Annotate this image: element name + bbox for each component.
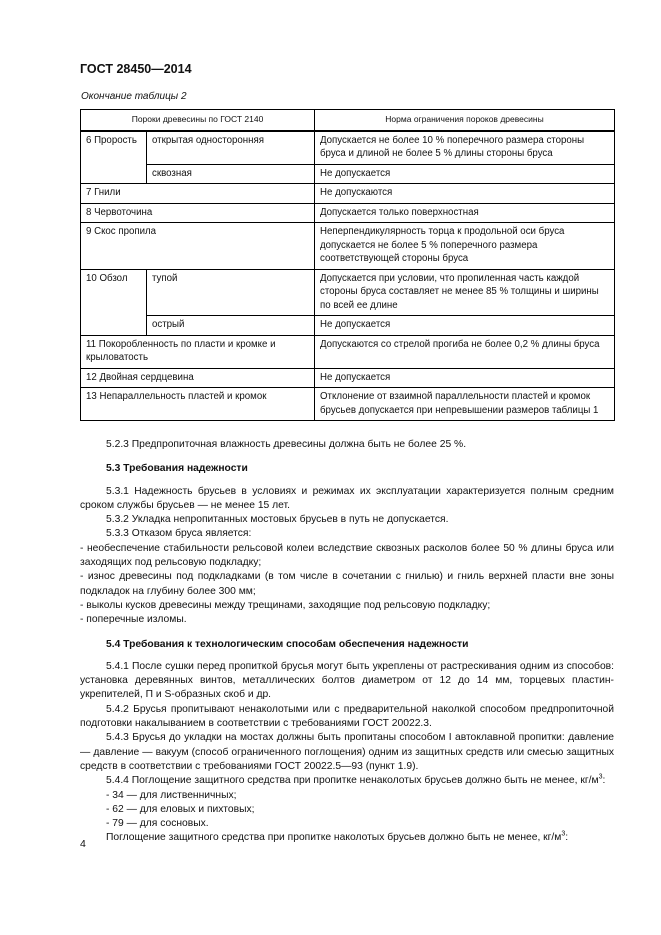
norm-cell: Не допускается <box>315 164 615 184</box>
list-item: - износ древесины под подкладками (в том числе в сочетании с гнилью) и гниль верхней пласти вне зоны подкладок на глубину более 300 мм; <box>80 571 614 597</box>
table-header-norm: Норма ограничения пороков древесины <box>315 110 615 131</box>
list-item: - 62 — для еловых и пихтовых; <box>106 803 255 815</box>
defect-cell: 8 Червоточина <box>81 203 315 223</box>
clause-5-4-2: 5.4.2 Брусья пропитывают ненаколотыми или с предварительной наколкой способом предпропиточной подготовки накалыванием в соответствии с требованиями ГОСТ 20022.3. <box>80 703 614 730</box>
table-row <box>81 316 615 336</box>
table-row <box>81 388 615 421</box>
defect-cell: 7 Гнили <box>81 184 315 204</box>
clause-5-2-3: 5.2.3 Предпропиточная влажность древесины должна быть не более 25 %. <box>106 439 467 450</box>
defect-cell: 12 Двойная сердцевина <box>81 368 315 388</box>
defects-table <box>80 109 615 421</box>
list-item: - поперечные изломы. <box>80 614 187 626</box>
list-item: - 34 — для лиственничных; <box>106 789 237 801</box>
clause-5-3-2: 5.3.2 Укладка непропитанных мостовых брусьев в путь не допускается. <box>106 514 449 526</box>
defect-cell: 9 Скос пропила <box>81 223 315 270</box>
defect-cell: 13 Непараллельность пластей и кромок <box>81 388 315 421</box>
table-row <box>81 131 615 165</box>
norm-cell: Неперпендикулярность торца к продольной оси бруса допускается не более 5 % поперечного размера соответствующей стороны бруса <box>315 223 615 270</box>
defect-cell: 6 Прорость <box>81 131 147 184</box>
list-item: - выколы кусков древесины между трещинами, заходящие под рельсовую подкладку; <box>80 599 491 611</box>
page-number: 4 <box>80 838 86 850</box>
table-header-defects: Пороки древесины по ГОСТ 2140 <box>81 110 315 131</box>
table-row <box>81 184 615 204</box>
clause-5-4-1: 5.4.1 После сушки перед пропиткой брусья могут быть укреплены от растрескивания одним из способов: установка деревянных винтов, металлических болтов диаметром от 12 до 14 мм, торцевых пластин-укрепителей, П и S-образных скоб и др. <box>80 660 614 701</box>
list-item: - необеспечение стабильности рельсовой колеи вследствие сквозных расколов более 50 % длины бруса или заходящих под рельсовую подкладку; <box>80 542 614 569</box>
clause-5-3-1: 5.3.1 Надежность брусьев в условиях и режимах их эксплуатации характеризуется полным средним сроком службы брусьев — не менее 15 лет. <box>80 485 614 511</box>
defect-cell: 10 Обзол <box>81 269 147 335</box>
table-row <box>81 335 615 368</box>
clause-5-3-3: 5.3.3 Отказом бруса является: <box>106 528 252 540</box>
clause-5-4-4 <box>80 774 614 788</box>
table-row <box>81 269 615 316</box>
colon: : <box>565 832 569 844</box>
superscript-3: 3 <box>598 773 603 781</box>
defect-subtype-cell: острый <box>147 316 315 336</box>
norm-cell: Отклонение от взаимной параллельности пластей и кромок брусьев допускается при непревышении размеров таблицы 1 <box>315 388 615 421</box>
clause-5-4-3: 5.4.3 Брусья до укладки на мостах должны быть пропитаны способом I автоклавной пропитки: давление — давление — вакуум (способ ограниченного поглощения) одним из защитных средств или смесью защитных средств в соответствии с требованиями ГОСТ 20022.5—93 (пункт 1.9). <box>80 732 614 772</box>
table-row <box>81 368 615 388</box>
table-row <box>81 223 615 270</box>
norm-cell: Не допускаются <box>315 184 615 204</box>
document-header: ГОСТ 28450—2014 <box>80 62 192 76</box>
clause-absorption-pricked <box>80 831 614 845</box>
defect-cell: 11 Покоробленность по пласти и кромке и крыловатость <box>81 335 315 368</box>
superscript-3: 3 <box>561 831 566 838</box>
section-heading-5-4: 5.4 Требования к технологическим способам обеспечения надежности <box>106 638 469 650</box>
defect-subtype-cell: сквозная <box>147 164 315 184</box>
section-heading-5-3: 5.3 Требования надежности <box>106 463 248 475</box>
norm-cell: Допускается не более 10 % поперечного размера стороны бруса и длиной не более 5 % длины стороны бруса <box>315 131 615 165</box>
norm-cell: Не допускается <box>315 316 615 336</box>
table-row <box>81 164 615 184</box>
defect-subtype-cell: открытая односторонняя <box>147 131 315 165</box>
list-item: - 79 — для сосновых. <box>106 818 209 830</box>
colon: : <box>602 775 606 787</box>
norm-cell: Допускаются со стрелой прогиба не более 0,2 % длины бруса <box>315 335 615 368</box>
norm-cell: Не допускается <box>315 368 615 388</box>
defect-subtype-cell: тупой <box>147 269 315 316</box>
clause-5-4-4-text: 5.4.4 Поглощение защитного средства при пропитке ненаколотых брусьев должно быть не менее, кг/м <box>106 775 599 787</box>
table-caption: Окончание таблицы 2 <box>81 91 187 102</box>
norm-cell: Допускается при условии, что пропиленная часть каждой стороны бруса составляет не менее 85 % толщины и ширины по всей ее длине <box>315 269 615 316</box>
table-header-row <box>81 110 615 131</box>
document-body <box>80 438 614 846</box>
table-row <box>81 203 615 223</box>
clause-absorption-text: Поглощение защитного средства при пропитке наколотых брусьев должно быть не менее, кг/м <box>106 832 562 844</box>
norm-cell: Допускается только поверхностная <box>315 203 615 223</box>
